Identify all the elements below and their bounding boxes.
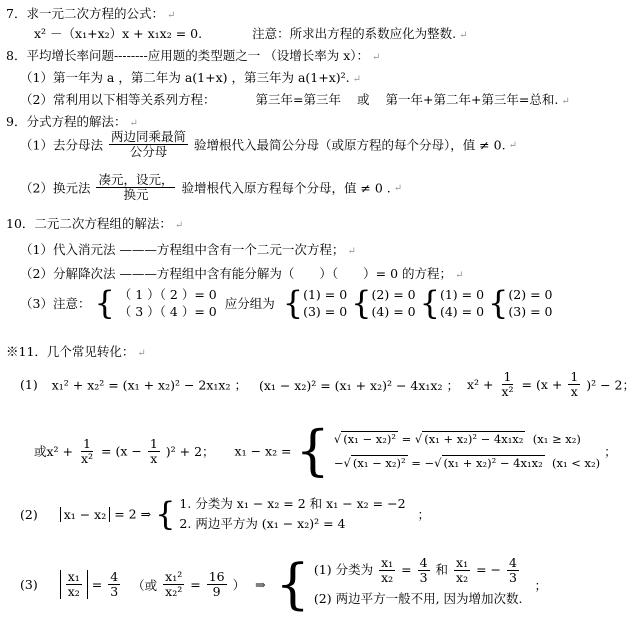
left-brace: { bbox=[275, 552, 310, 616]
paragraph-mark-icon: ↵ bbox=[508, 140, 517, 151]
group-1: (1) = 0 (3) = 0 bbox=[303, 287, 348, 319]
paragraph-mark-icon: ↵ bbox=[455, 270, 464, 281]
left-brace: { bbox=[155, 495, 176, 533]
paragraph-mark-icon: ↵ bbox=[393, 183, 403, 194]
case-group: (1) 分类为 $\frac{\text{x₁}}{\text{x₂}}$ = $\frac{4}{3}$ 和 $\frac{\text{x₁}}{\text{x₂}}$ = − $\frac{4}{3}$ (2) 两边平方一般不用, 因为增加次数. bbox=[313, 555, 523, 606]
item-9-title: 9．分式方程的解法： ↵ bbox=[6, 114, 138, 129]
item-10-title: 10．二元二次方程组的解法： ↵ bbox=[6, 216, 184, 231]
item-11-row4: (3) $\frac{\text{x₁}}{\text{x₂}}$ = $\frac{4}{3}$ （或 $\frac{\text{x₁²}}{\text{x₂²}}$ = $\frac{16}{9}$ ） ⇒ { (1) 分类为 $\frac{\text{x₁}}{\text{x₂}}$ = $\frac{4}{3}$ 和 $\frac{\text{x₁}}{\text{x₂}}$ = − $\frac{4}{3}$ (2) 两边平方一般不用, 因为增加次数. ； bbox=[20, 552, 547, 616]
case-group: 1. 分类为 x₁ − x₂ = 2 和 x₁ − x₂ = −2 2. 两边平方为 (x₁ − x₂)² = 4 bbox=[179, 496, 406, 531]
item-8-title: 8．平均增长率问题--------应用题的类型题之一 （设增长率为 x）： ↵ bbox=[6, 48, 381, 63]
paragraph-mark-icon: ↵ bbox=[561, 96, 570, 107]
item-11-title: ※11．几个常见转化： ↵ bbox=[6, 344, 146, 359]
paragraph-mark-icon: ↵ bbox=[174, 220, 184, 231]
paragraph-mark-icon: ↵ bbox=[166, 10, 176, 21]
left-brace: { bbox=[295, 419, 330, 482]
item-7-title: 7．求一元二次方程的公式： ↵ bbox=[6, 6, 176, 21]
item-9-method2: （2）换元法 $\frac{\text{凑元，设元，}}{\text{换元}}$ 验增根代入原方程每个分母，值 ≠ 0 . ↵ bbox=[20, 172, 403, 202]
paragraph-mark-icon: ↵ bbox=[137, 348, 146, 359]
group-4: (2) = 0 (3) = 0 bbox=[508, 287, 553, 319]
equation-group: （ 1 ）（ 2 ）= 0 （ 3 ）（ 4 ）= 0 bbox=[118, 287, 217, 319]
case-group: √ (x₁ − x₂)² = √ (x₁ + x₂)² − 4x₁x₂ (x₁ ≥ x₂) −√ (x₁ − x₂)² = −√ (x₁ + x₂)² − 4x₁x₂ (x₁ < x₂) bbox=[333, 432, 601, 470]
group-3: (1) = 0 (4) = 0 bbox=[439, 287, 485, 319]
paragraph-mark-icon: ↵ bbox=[347, 246, 356, 257]
paragraph-mark-icon: ↵ bbox=[129, 118, 138, 129]
group-2: (2) = 0 (4) = 0 bbox=[371, 287, 416, 319]
item-9-method1: （1）去分母法 $\frac{\text{两边同乘最简}}{\text{公分母}}$ 验增根代入最简公分母（或原方程的每个分母），值 ≠ 0. ↵ bbox=[20, 129, 517, 159]
paragraph-mark-icon: ↵ bbox=[372, 52, 381, 63]
left-brace: { bbox=[351, 284, 372, 322]
item-10-line1: （1）代入消元法 ———方程组中含有一个二元一次方程； ↵ bbox=[20, 242, 356, 257]
paragraph-mark-icon: ↵ bbox=[352, 74, 362, 85]
item-8-line2: （2）常利用以下相等关系列方程： 第三年=第三年 或 第一年+第二年+第三年=总和. ↵ bbox=[20, 92, 570, 107]
item-11-row2: 或x² + $\frac{1}{\text{x²}}$ = (x − $\frac{1}{x}$ )² + 2； x₁ − x₂ = { √ (x₁ − x₂)² = √ (x₁ + x₂)² − 4x₁x₂ (x₁ ≥ x₂) −√ (x₁ − x₂)² = −√ (x₁ + x₂)² − 4x₁x₂ (x₁ < x₂) ； bbox=[34, 419, 617, 482]
item-11-row3: (2) x₁ − x₂ = 2 ⇒ { 1. 分类为 x₁ − x₂ = 2 和 x₁ − x₂ = −2 2. 两边平方为 (x₁ − x₂)² = 4 ； bbox=[20, 495, 431, 533]
fraction: $\frac{\text{凑元，设元，}}{\text{换元}}$ bbox=[98, 172, 174, 202]
left-brace: { bbox=[488, 284, 509, 322]
left-brace: { bbox=[282, 284, 304, 322]
item-10-line3: （3）注意： { （ 1 ）（ 2 ）= 0 （ 3 ）（ 4 ）= 0 应分组为 { (1) = 0 (3) = 0 { (2) = 0 (4) = 0 { (1) = 0 (4) = 0 { (2) = 0 (3) = 0 bbox=[20, 284, 553, 322]
item-7-formula: x² －（x₁+x₂）x + x₁x₂ = 0. 注意：所求出方程的系数应化为整数. ↵ bbox=[34, 26, 468, 41]
fraction: $\frac{\text{两边同乘最简}}{\text{公分母}}$ bbox=[110, 129, 186, 159]
paragraph-mark-icon: ↵ bbox=[459, 30, 468, 41]
left-brace: { bbox=[419, 284, 440, 322]
item-11-row1: (1) x₁² + x₂² = (x₁ + x₂)² − 2x₁x₂ ； (x₁ − x₂)² = (x₁ + x₂)² − 4x₁x₂ ； x² + $\frac{1}{\text{x²}}$ = (x + $\frac{1}{x}$ )² − 2； bbox=[20, 369, 635, 399]
item-8-line1: （1）第一年为 a ，第二年为 a(1+x) ，第三年为 a(1+x)². ↵ bbox=[20, 70, 362, 85]
item-10-line2: （2）分解降次法 ———方程组中含有能分解为（ ）（ ）= 0 的方程； ↵ bbox=[20, 266, 464, 281]
left-brace: { bbox=[94, 284, 115, 322]
